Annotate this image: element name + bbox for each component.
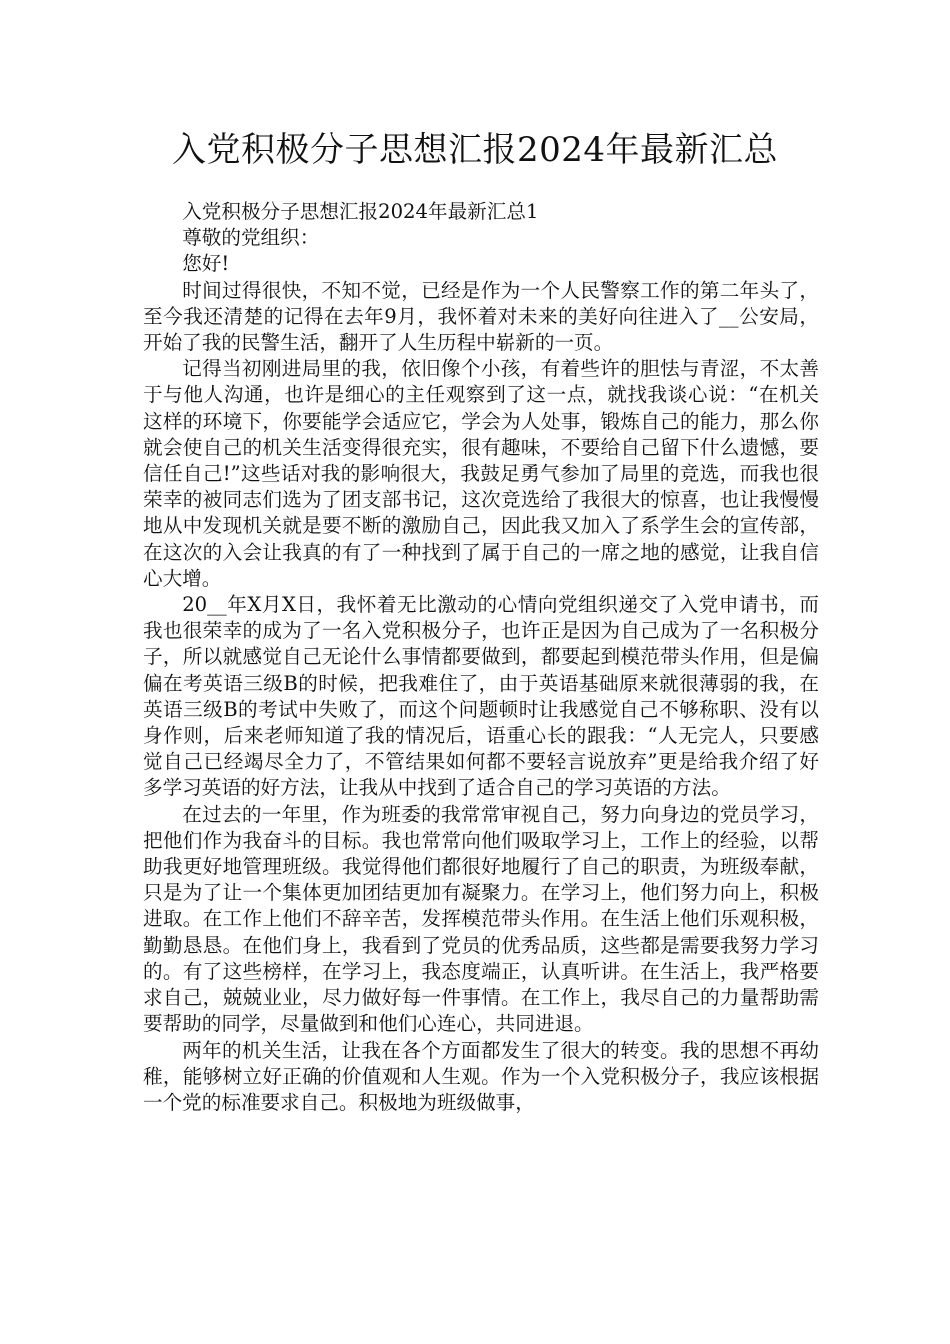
greeting: 您好! bbox=[182, 252, 230, 276]
salutation: 尊敬的党组织： bbox=[182, 226, 320, 250]
paragraph: 20__年X月X日，我怀着无比激动的心情向党组织递交了入党申请书，而我也很荣幸的成为了一名入党积极分子，也许正是因为自己成为了一名积极分子，所以就感觉自己无论什么事情都要做到，都要起到模范带头作用，但是偏偏在考英语三级B的时候，把我难住了，由于英语基础原来就很薄弱的我，在英语三级B的考试中失败了，而这个问题顿时让我感觉自己不够称职、没有以身作则，后来老师知道了我的情况后，语重心长的跟我：“人无完人，只要感觉自己已经竭尽全力了，不管结果如何都不要轻言说放弃”更是给我介绍了好多学习英语的好方法，让我从中找到了适合自己的学习英语的方法。 bbox=[143, 593, 819, 800]
document-subtitle: 入党积极分子思想汇报2024年最新汇总1 bbox=[182, 200, 539, 223]
paragraph: 在过去的一年里，作为班委的我常常审视自己，努力向身边的党员学习，把他们作为我奋斗的目标。我也常常向他们吸取学习上，工作上的经验，以帮助我更好地管理班级。我觉得他们都很好地履行了自己的职责，为班级奉献，只是为了让一个集体更加团结更加有凝聚力。在学习上，他们努力向上，积极进取。在工作上他们不辞辛苦，发挥模范带头作用。在生活上他们乐观积极，勤勤恳恳。在他们身上，我看到了党员的优秀品质，这些都是需要我努力学习的。有了这些榜样，在学习上，我态度端正，认真听讲。在生活上，我严格要求自己，兢兢业业，尽力做好每一件事情。在工作上，我尽自己的力量帮助需要帮助的同学，尽量做到和他们心连心，共同进退。 bbox=[143, 802, 819, 1036]
paragraph: 两年的机关生活，让我在各个方面都发生了很大的转变。我的思想不再幼稚，能够树立好正确的价值观和人生观。作为一个入党积极分子，我应该根据一个党的标准要求自己。积极地为班级做事， bbox=[143, 1038, 819, 1114]
document-body bbox=[143, 199, 819, 1116]
document-title: 入党积极分子思想汇报2024年最新汇总 bbox=[171, 130, 779, 170]
paragraph: 记得当初刚进局里的我，依旧像个小孩，有着些许的胆怯与青涩，不太善于与他人沟通，也许是细心的主任观察到了这一点，就找我谈心说：“在机关这样的环境下，你要能学会适应它，学会为人处事，锻炼自己的能力，那么你就会使自己的机关生活变得很充实，很有趣味，不要给自己留下什么遗憾，要信任自己!”这些话对我的影响很大，我鼓足勇气参加了局里的竞选，而我也很荣幸的被同志们选为了团支部书记，这次竞选给了我很大的惊喜，也让我慢慢地从中发现机关就是要不断的激励自己，因此我又加入了系学生会的宣传部，在这次的入会让我真的有了一种找到了属于自己的一席之地的感觉，让我自信心大增。 bbox=[143, 357, 819, 590]
paragraph: 时间过得很快，不知不觉，已经是作为一个人民警察工作的第二年头了，至今我还清楚的记得在去年9月，我怀着对未来的美好向往进入了__公安局，开始了我的民警生活，翻开了人生历程中崭新的一页。 bbox=[143, 278, 819, 355]
